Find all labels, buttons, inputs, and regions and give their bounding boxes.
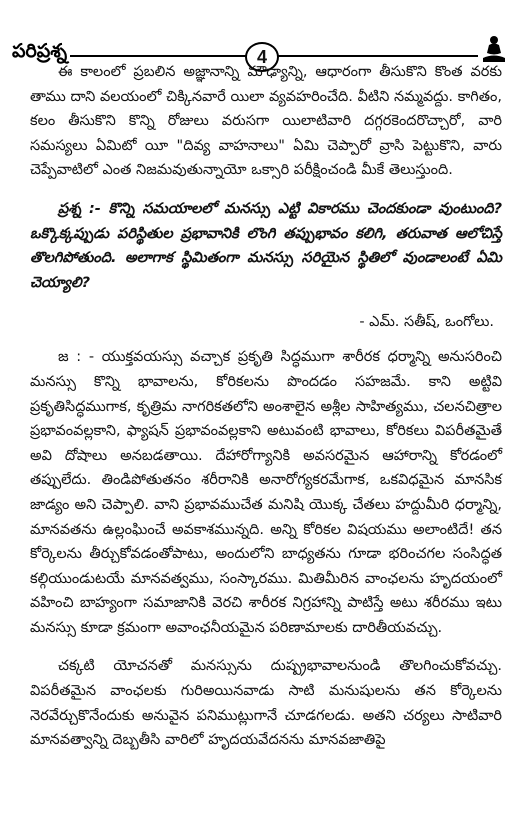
question-signature: - ఎమ్. సతీష్, ఒంగోలు.	[359, 314, 494, 331]
article-body	[30, 60, 502, 767]
page-number: 4	[245, 42, 279, 72]
header-title: పరిప్రశ్న	[12, 40, 68, 62]
question-paragraph: ప్రశ్న :- కొన్ని సమయాలలో మనస్సు ఎట్టి వికారము చెందకుండా వుంటుంది? ఒక్కొక్కప్పుడు పరిస్థితుల ప్రభావానికి లొంగి తప్పుభావం కలిగి, తరువాత ఆలోచిస్తే తొలగిపోతుంది. అలాగాక స్థిమితంగా మనస్సు సరియైన స్థితిలో వుండాలంటే ఏమి చెయ్యాలి?	[30, 200, 502, 291]
intro-paragraph: ఈ కాలంలో ప్రబలిన అజ్ఞానాన్ని మౌఢ్యాన్ని, ఆధారంగా తీసుకొని కొంత వరకు తాము దాని వలయంలో చిక్కినవారే యిలా వ్యవహరించేది. వీటిని నమ్మవద్దు. కాగితం, కలం తీసుకొని కొన్ని రోజులు వరుసగా యిలాటివారి దగ్గరకెందరొచ్చారో, వారి సమస్యలు ఏమిటో యీ "దివ్య వాహనాలు" ఏమి చెప్పారో వ్రాసి పెట్టుకొని, వారు చెప్పేవాటిలో ఎంత నిజమవుతున్నాయో ఒక్సారి పరీక్షించండి మీకే తెలుస్తుంది.	[30, 64, 502, 179]
answer-paragraph: జ : - యుక్తవయస్సు వచ్చాక ప్రకృతి సిద్ధముగా శారీరక ధర్మాన్ని అనుసరించి మనస్సు కొన్ని భావాలను, కోరికలను పొందడం సహజమే. కాని అట్టివి ప్రకృతిసిద్ధముగాక, కృత్రిమ నాగరికతలోని అంశాలైన అశ్లీల సాహిత్యము, చలనచిత్రాల ప్రభావంవల్లకాని, ఫ్యాషన్ ప్రభావంవల్లకాని అటువంటి భావాలు, కోరికలు విపరీతమైతే అవి దోషాలు అనబడతాయి. దేహారోగ్యానికి అవసరమైన ఆహారాన్ని కోరడంలో తప్పులేదు. తిండిపోతుతనం శరీరానికి అనారోగ్యకరమేగాక, ఒకవిధమైన మానసిక జాడ్యం అని చెప్పాలి. వాని ప్రభావముచేత మనిషి యొక్క చేతలు హద్దుమీరి ధర్మాన్ని, మానవతను ఉల్లంఘించే అవకాశమున్నది. అన్ని కోరికల విషయము అలాంటిదే! తన కోర్కెలను తీర్చుకోవడంతోపాటు, అందులోని బాధ్యతను గూడా భరించగల సంసిద్ధత కల్గియుండుటయే మానవత్వము, సంస్కారము. మితిమీరిన వాంఛలను హృదయంలో వహించి బాహ్యంగా సమాజానికి వెరచి శారీరక నిగ్రహాన్ని పాటిస్తే అటు శరీరము ఇటు మనస్సు కూడా క్రమంగా అవాంఛనీయమైన పరిణామాలకు దారితీయవచ్చు.	[30, 349, 502, 636]
closing-paragraph: చక్కటి యోచనతో మనస్సును దుష్ప్రభావాలనుండి తొలగించుకోవచ్చు. విపరీతమైన వాంఛలకు గురిఅయినవాడు సాటి మనుషులను తన కోర్కెలను నెరవేర్చుకొనేందుకు అనువైన పనిముట్లుగానే చూడగలడు. అతని చర్యలు సాటివారి మానవత్వాన్ని దెబ్బతీసి వారిలో హృదయవేదనను మానవజాతిపై	[30, 658, 502, 749]
